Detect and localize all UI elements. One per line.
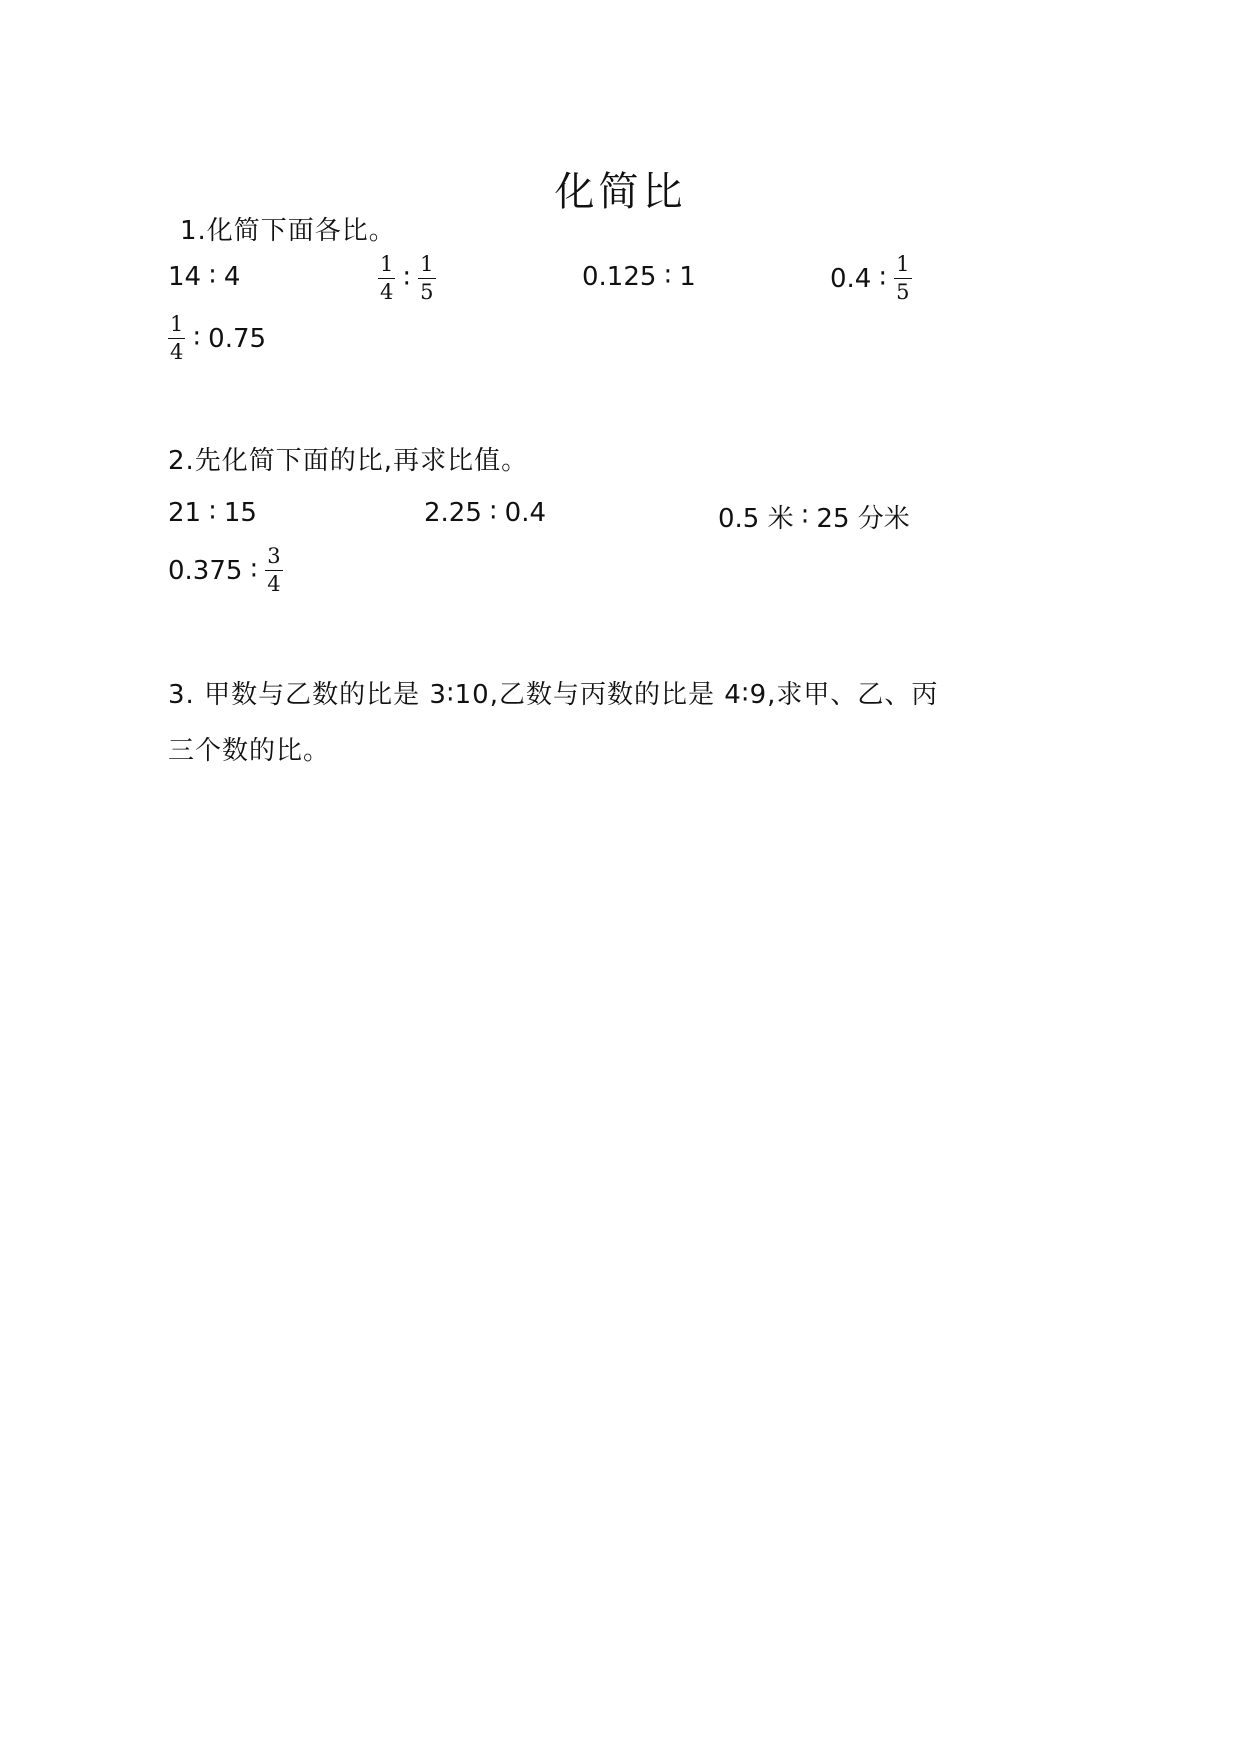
ratio-right: 0.4 (504, 498, 547, 528)
numerator: 1 (380, 252, 394, 276)
fraction-right (418, 254, 435, 303)
ratio-colon: ∶ (801, 501, 809, 532)
fraction-left (168, 314, 185, 363)
fraction-right (894, 254, 911, 303)
q1-ratio-d (830, 254, 912, 303)
q1-ratio-e (168, 314, 266, 363)
ratio-right: 4 (223, 262, 241, 292)
ratio-colon: ∶ (250, 555, 258, 586)
denominator: 5 (420, 280, 434, 304)
ratio-colon: ∶ (193, 323, 201, 354)
denominator: 4 (380, 280, 394, 304)
numerator: 1 (896, 252, 910, 276)
ratio-colon: ∶ (489, 498, 497, 528)
ratio-colon: ∶ (403, 263, 411, 294)
ratio-colon: ∶ (209, 498, 216, 528)
ratio-left: 0.375 (168, 555, 243, 586)
ratio-colon: ∶ (664, 262, 672, 292)
numerator: 1 (170, 312, 184, 336)
denominator: 5 (896, 280, 910, 304)
ratio-left: 2.25 (424, 498, 482, 528)
ratio-colon: ∶ (879, 263, 887, 294)
ratio-right: 1 (679, 262, 696, 292)
ratio-left: 21 (168, 498, 202, 528)
q1-ratio-c (582, 262, 696, 292)
q2-ratio-a (168, 498, 257, 528)
ratio-left: 14 (168, 262, 202, 292)
q1-ratio-a (168, 262, 240, 292)
q1-ratio-b (378, 254, 436, 303)
question-2-prompt: 2.先化简下面的比,再求比值。 (168, 446, 529, 476)
page-title: 化简比 (554, 169, 687, 215)
question-3-line-2: 三个数的比。 (168, 736, 331, 766)
ratio-right: 25 分米 (816, 504, 910, 534)
numerator: 3 (267, 544, 281, 568)
q2-ratio-c (718, 498, 910, 535)
ratio-right: 0.75 (208, 323, 267, 354)
fraction-right (265, 546, 282, 595)
q2-ratio-b (424, 498, 546, 528)
denominator: 4 (170, 340, 184, 364)
ratio-left: 0.4 (830, 263, 872, 294)
ratio-colon: ∶ (209, 262, 216, 292)
question-1-prompt: 1.化简下面各比。 (180, 216, 396, 246)
denominator: 4 (267, 572, 281, 596)
question-3-line-1: 3. 甲数与乙数的比是 3∶10,乙数与丙数的比是 4∶9,求甲、乙、丙 (168, 680, 939, 710)
ratio-left: 0.5 米 (718, 504, 794, 534)
ratio-left: 0.125 (582, 262, 657, 292)
ratio-right: 15 (223, 498, 257, 528)
q2-ratio-d (168, 546, 283, 595)
fraction-left (378, 254, 395, 303)
numerator: 1 (420, 252, 434, 276)
